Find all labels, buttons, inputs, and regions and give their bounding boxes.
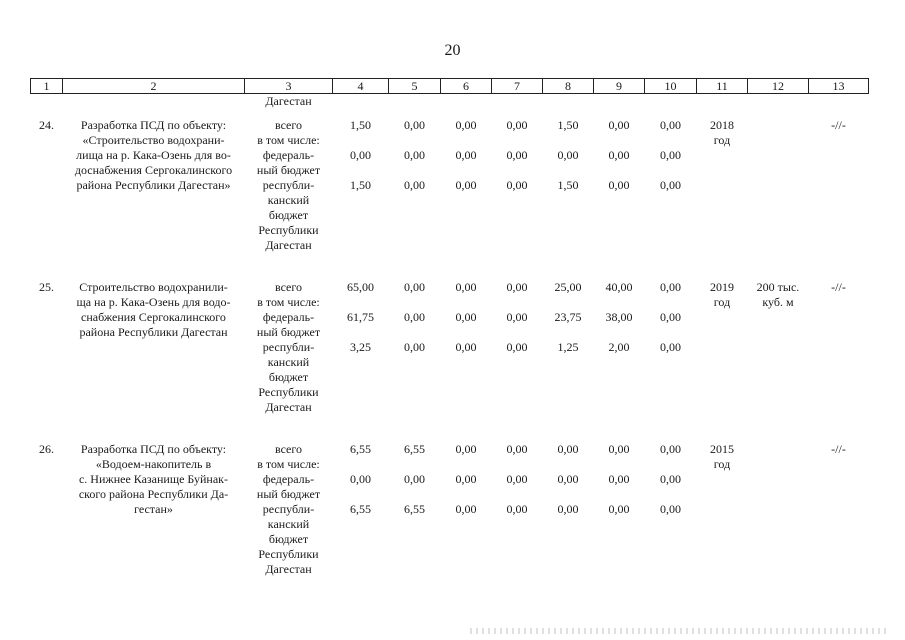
amount-value: 0,00 xyxy=(660,280,681,294)
amount-value: 0,00 xyxy=(506,280,528,294)
year-value: 2019 xyxy=(710,280,734,294)
funding-source-line: федераль- xyxy=(262,310,315,324)
object-name-line: ща на р. Кака-Озень для водо- xyxy=(76,295,231,309)
col-header: 2 xyxy=(63,79,245,94)
executor xyxy=(809,442,869,577)
amount-value: 1,50 xyxy=(350,118,371,132)
amount-value: 38,00 xyxy=(605,310,633,324)
funding-source-line: в том числе: xyxy=(257,133,320,147)
amount-value: 0,00 xyxy=(455,502,477,516)
funding-source-line: всего xyxy=(274,442,303,456)
amount-value: 0,00 xyxy=(660,472,681,486)
year-unit: год xyxy=(713,295,731,309)
amount-value: 0,00 xyxy=(506,340,528,354)
amount-value: 0,00 xyxy=(404,118,425,132)
table-row xyxy=(31,280,869,415)
object-name-line: «Строительство водохрани- xyxy=(82,133,225,147)
col-header: 10 xyxy=(645,79,697,94)
year-value: 2015 xyxy=(710,442,734,456)
amount-value: 0,00 xyxy=(404,280,425,294)
funding-source-line: всего xyxy=(274,118,303,132)
funding-source-line: в том числе: xyxy=(257,457,320,471)
funding-source-line: бюджет xyxy=(268,370,309,384)
amount-value: 0,00 xyxy=(455,280,477,294)
amount-cell xyxy=(645,118,697,253)
amount-value: 0,00 xyxy=(557,442,579,456)
funding-source-line: Дагестан xyxy=(265,562,312,576)
capacity xyxy=(748,442,809,577)
amount-value: 25,00 xyxy=(554,280,582,294)
funding-source-line: Республики xyxy=(258,385,319,399)
table-row xyxy=(31,118,869,253)
funding-source-line: ный бюджет xyxy=(256,325,321,339)
amount-cell xyxy=(543,280,594,415)
col-header: 7 xyxy=(492,79,543,94)
capacity-value xyxy=(748,118,809,133)
col-header: 13 xyxy=(809,79,869,94)
object-name xyxy=(63,118,245,253)
col-header: 3 xyxy=(245,79,333,94)
col-header: 9 xyxy=(594,79,645,94)
row-number xyxy=(31,442,63,577)
capacity-value xyxy=(748,442,809,457)
col-header: 4 xyxy=(333,79,389,94)
page-number: 20 xyxy=(444,42,461,59)
amount-value: 0,00 xyxy=(506,310,528,324)
amount-value: 0,00 xyxy=(608,502,630,516)
amount-value: 0,00 xyxy=(557,472,579,486)
amount-value: 0,00 xyxy=(350,472,371,486)
amount-value: 0,00 xyxy=(506,118,528,132)
amount-value: 6,55 xyxy=(404,502,425,516)
executor-ditto: -//- xyxy=(831,280,846,294)
executor xyxy=(809,118,869,253)
amount-value: 0,00 xyxy=(506,148,528,162)
amount-cell xyxy=(389,280,441,415)
amount-value: 0,00 xyxy=(404,472,425,486)
amount-value: 0,00 xyxy=(557,502,579,516)
amount-value: 1,50 xyxy=(557,178,579,192)
amount-value: 0,00 xyxy=(455,178,477,192)
funding-source-line: федераль- xyxy=(262,472,315,486)
funding-source-line: в том числе: xyxy=(257,295,320,309)
funding-source-line: ный бюджет xyxy=(256,487,321,501)
amount-value: 1,50 xyxy=(350,178,371,192)
amount-value: 0,00 xyxy=(506,472,528,486)
capacity-unit: куб. м xyxy=(762,295,794,309)
amount-value: 0,00 xyxy=(404,340,425,354)
completion-year xyxy=(697,280,748,415)
amount-cell xyxy=(441,118,492,253)
amount-value: 0,00 xyxy=(506,178,528,192)
col-header: 5 xyxy=(389,79,441,94)
funding-source xyxy=(245,442,333,577)
amount-cell xyxy=(492,442,543,577)
amount-value: 0,00 xyxy=(455,118,477,132)
object-name xyxy=(63,442,245,577)
object-name-line: ского района Республики Да- xyxy=(78,487,229,501)
amount-cell xyxy=(389,118,441,253)
capacity xyxy=(748,280,809,415)
amount-value: 0,00 xyxy=(404,310,425,324)
col-header: 11 xyxy=(697,79,748,94)
amount-value: 65,00 xyxy=(347,280,374,294)
funding-source-line: канский xyxy=(267,517,310,531)
amount-value: 6,55 xyxy=(350,442,371,456)
column-number-row xyxy=(31,79,869,94)
amount-value: 0,00 xyxy=(608,118,630,132)
amount-cell xyxy=(492,280,543,415)
amount-cell xyxy=(441,280,492,415)
funding-source-line: ный бюджет xyxy=(256,163,321,177)
amount-cell xyxy=(543,118,594,253)
amount-cell xyxy=(333,442,389,577)
completion-year xyxy=(697,118,748,253)
amount-value: 0,00 xyxy=(455,340,477,354)
amount-value: 0,00 xyxy=(608,178,630,192)
amount-value: 0,00 xyxy=(608,148,630,162)
amount-value: 0,00 xyxy=(660,178,681,192)
completion-year xyxy=(697,442,748,577)
amount-value: 6,55 xyxy=(350,502,371,516)
row-number-text: 26. xyxy=(39,442,54,456)
funding-source xyxy=(245,280,333,415)
amount-value: 0,00 xyxy=(660,118,681,132)
amount-value: 0,00 xyxy=(455,472,477,486)
amount-value: 0,00 xyxy=(660,148,681,162)
amount-value: 23,75 xyxy=(554,310,582,324)
amount-cell xyxy=(333,280,389,415)
capacity xyxy=(748,118,809,253)
amount-cell xyxy=(594,280,645,415)
row-number xyxy=(31,118,63,253)
funding-source-line: республи- xyxy=(262,502,315,516)
capacity-value: 200 тыс. xyxy=(756,280,800,294)
amount-value: 0,00 xyxy=(660,442,681,456)
amount-value: 0,00 xyxy=(506,502,528,516)
object-name-line: «Водоем-накопитель в xyxy=(95,457,212,471)
carry-over-text: Дагестан xyxy=(265,94,312,108)
amount-value: 6,55 xyxy=(404,442,425,456)
amount-cell xyxy=(594,442,645,577)
object-name-line: с. Нижнее Казанище Буйнак- xyxy=(78,472,228,486)
amount-value: 2,00 xyxy=(608,340,630,354)
amount-value: 3,25 xyxy=(350,340,371,354)
funding-source-line: федераль- xyxy=(262,148,315,162)
amount-cell xyxy=(492,118,543,253)
amount-value: 0,00 xyxy=(557,148,579,162)
amount-value: 0,00 xyxy=(350,148,371,162)
object-name-line: Разработка ПСД по объекту: xyxy=(80,442,227,456)
amount-cell xyxy=(333,118,389,253)
amount-value: 61,75 xyxy=(347,310,374,324)
object-name-line: Строительство водохранили- xyxy=(79,280,228,294)
amount-cell xyxy=(645,442,697,577)
funding-source-line: Республики xyxy=(258,547,319,561)
object-name xyxy=(63,280,245,415)
amount-value: 0,00 xyxy=(404,148,425,162)
row-number-text: 24. xyxy=(39,118,54,132)
funding-source-line: республи- xyxy=(262,178,315,192)
executor-ditto: -//- xyxy=(831,442,846,456)
col-header: 12 xyxy=(748,79,809,94)
amount-value: 40,00 xyxy=(605,280,633,294)
col-header: 8 xyxy=(543,79,594,94)
capacity-unit xyxy=(748,457,809,472)
capacity-unit xyxy=(748,133,809,148)
carry-over-row xyxy=(31,94,869,110)
amount-value: 0,00 xyxy=(608,442,630,456)
funding-source-line: Дагестан xyxy=(265,400,312,414)
program-table xyxy=(30,78,869,577)
funding-source-line: республи- xyxy=(262,340,315,354)
funding-source-line: бюджет xyxy=(268,208,309,222)
row-number xyxy=(31,280,63,415)
amount-cell xyxy=(543,442,594,577)
funding-source-line: канский xyxy=(267,355,310,369)
year-unit: год xyxy=(713,133,731,147)
executor-ditto: -//- xyxy=(831,118,846,132)
table-row xyxy=(31,442,869,577)
object-name-line: района Республики Дагестан» xyxy=(76,178,231,192)
object-name-line: снабжения Сергокалинского xyxy=(81,310,226,324)
col-header: 6 xyxy=(441,79,492,94)
amount-cell xyxy=(389,442,441,577)
amount-value: 0,00 xyxy=(455,442,477,456)
amount-cell xyxy=(594,118,645,253)
object-name-line: Разработка ПСД по объекту: xyxy=(80,118,227,132)
funding-source-line: канский xyxy=(267,193,310,207)
amount-cell xyxy=(441,442,492,577)
object-name-line: гестан» xyxy=(134,502,173,516)
funding-source-line: всего xyxy=(274,280,303,294)
object-name-line: лища на р. Кака-Озень для во- xyxy=(76,148,231,162)
funding-source-line: бюджет xyxy=(268,532,309,546)
object-name-line: района Республики Дагестан xyxy=(79,325,228,339)
funding-source-line: Республики xyxy=(258,223,319,237)
amount-value: 0,00 xyxy=(660,340,681,354)
amount-cell xyxy=(645,280,697,415)
object-name-line: доснабжения Сергокалинского xyxy=(74,163,233,177)
amount-value: 0,00 xyxy=(506,442,528,456)
amount-value: 0,00 xyxy=(608,472,630,486)
amount-value: 0,00 xyxy=(660,310,681,324)
amount-value: 1,50 xyxy=(557,118,579,132)
row-number-text: 25. xyxy=(39,280,54,294)
amount-value: 1,25 xyxy=(557,340,579,354)
amount-value: 0,00 xyxy=(455,148,477,162)
year-unit: год xyxy=(713,457,731,471)
amount-value: 0,00 xyxy=(455,310,477,324)
funding-source-line: Дагестан xyxy=(265,238,312,252)
amount-value: 0,00 xyxy=(404,178,425,192)
executor xyxy=(809,280,869,415)
col-header: 1 xyxy=(31,79,63,94)
amount-value: 0,00 xyxy=(660,502,681,516)
scan-artifact xyxy=(470,628,890,634)
year-value: 2018 xyxy=(710,118,734,132)
funding-source xyxy=(245,118,333,253)
